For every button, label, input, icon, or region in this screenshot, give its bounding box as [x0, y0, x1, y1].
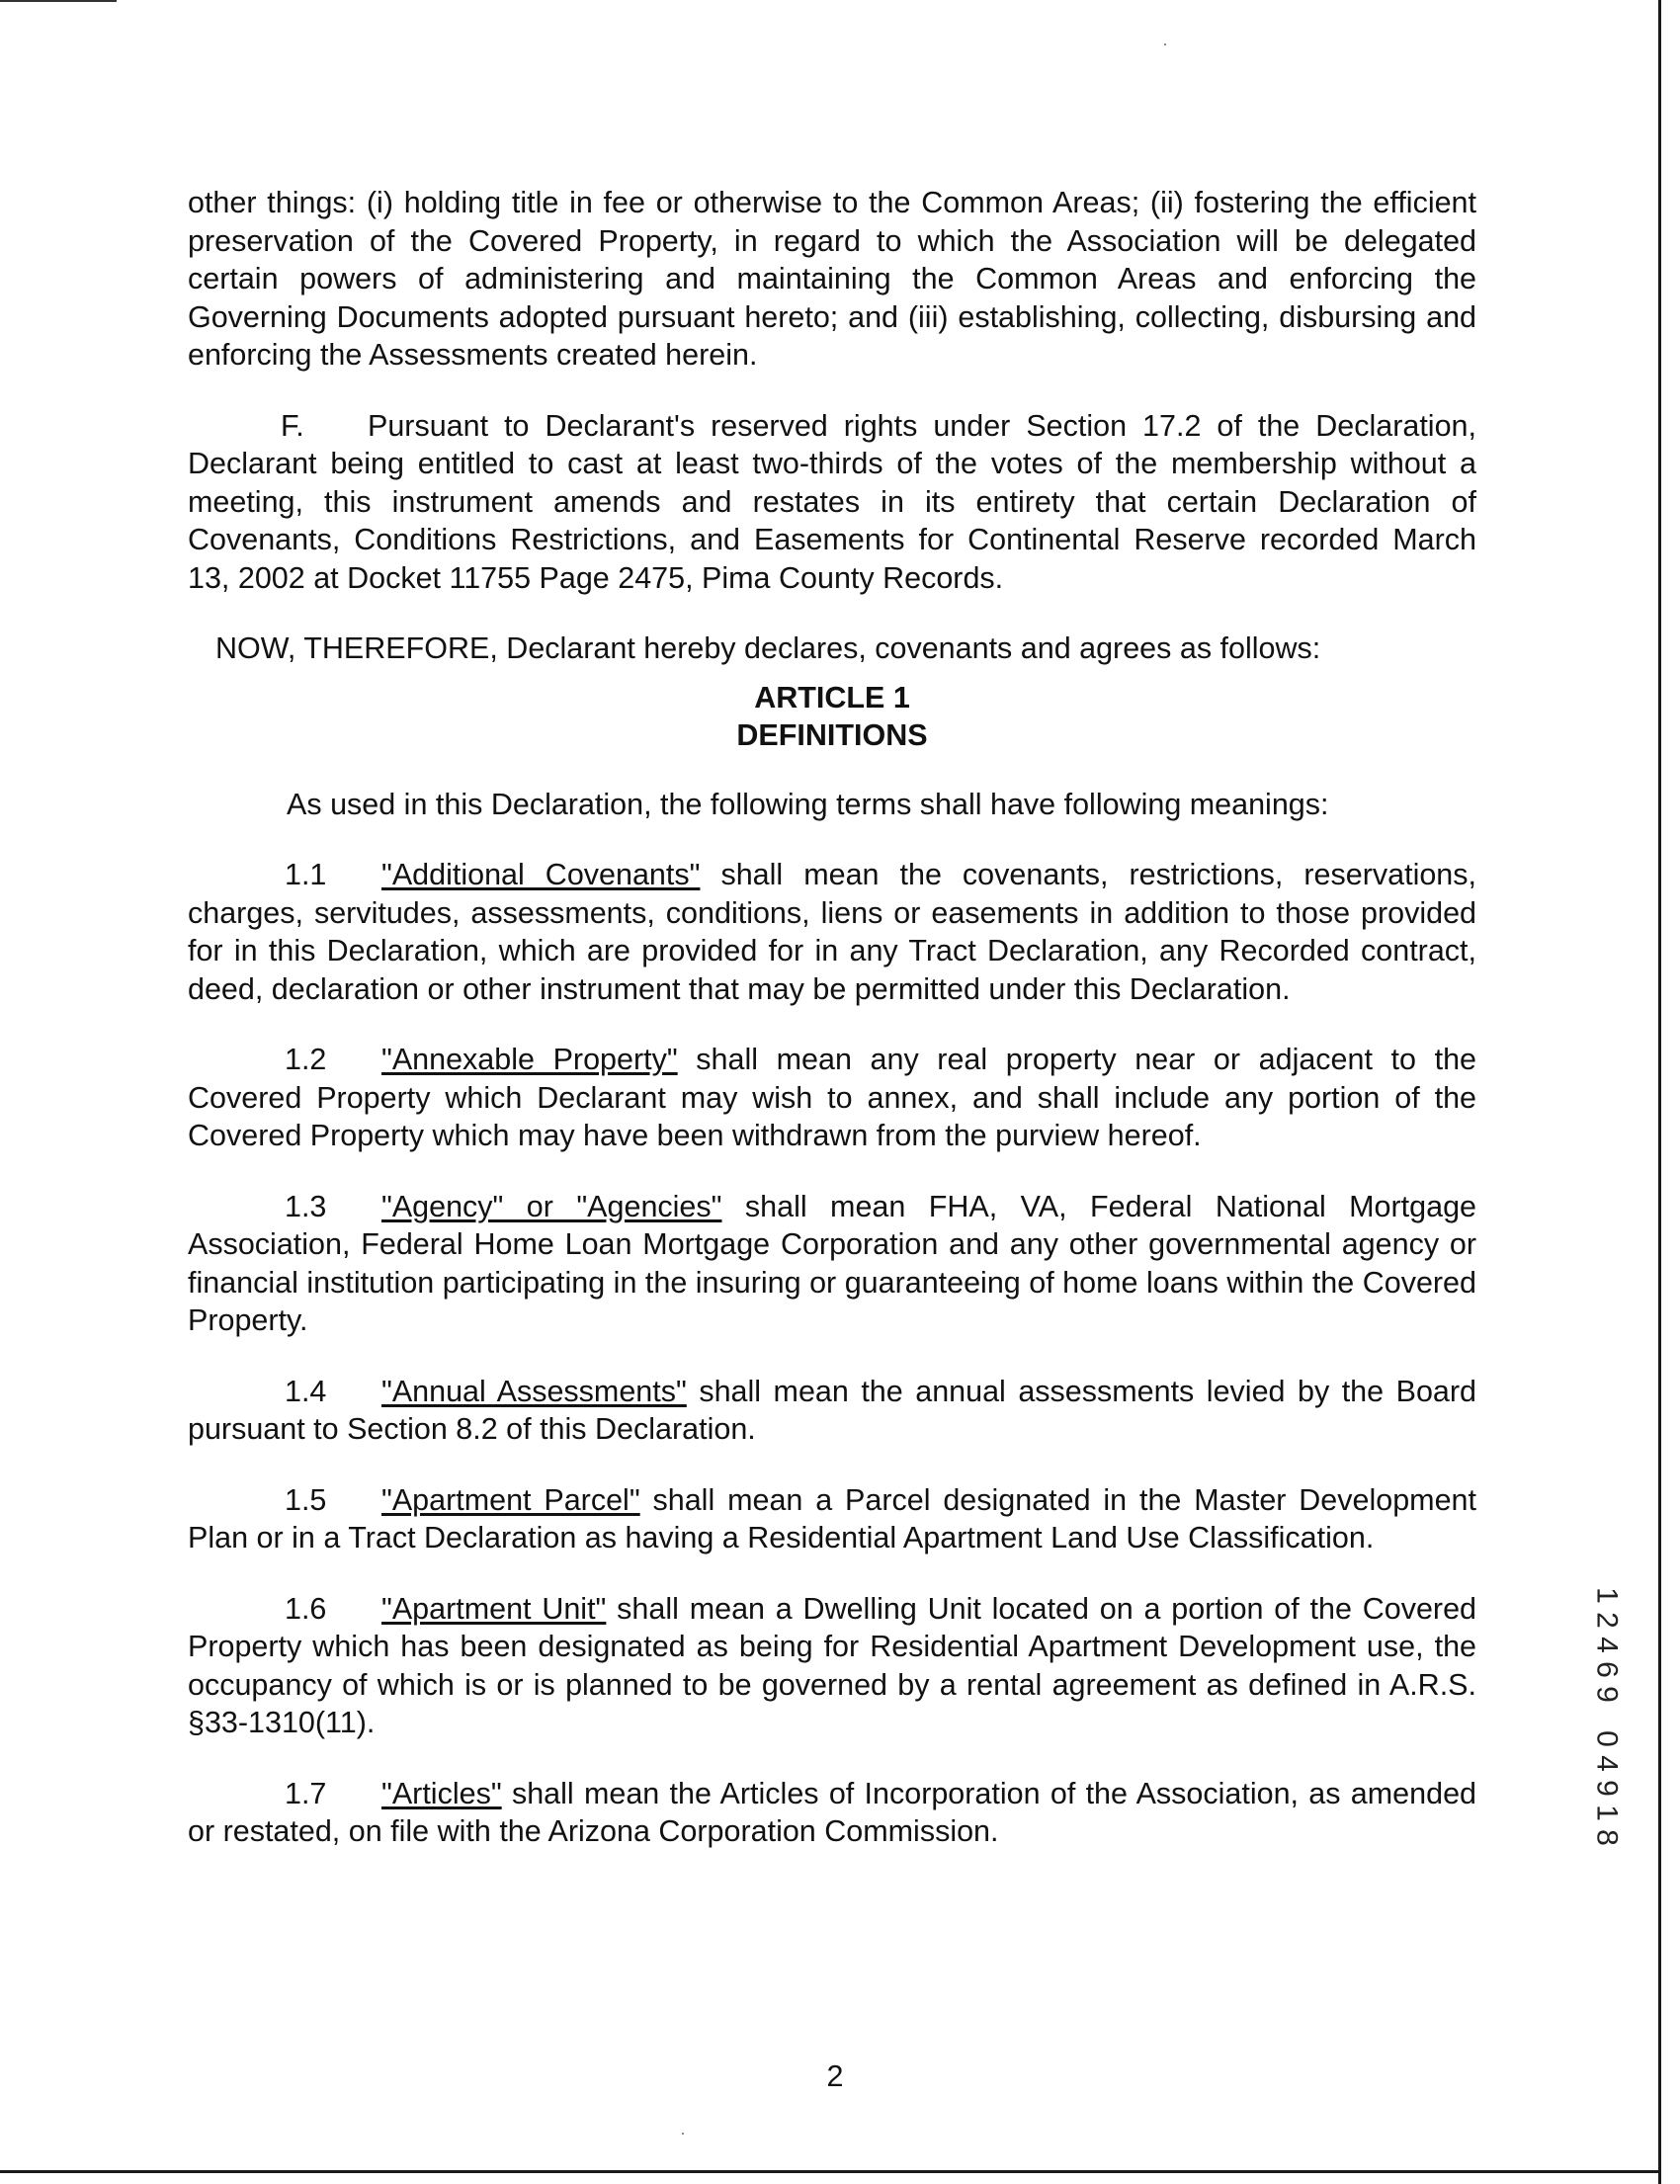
stamp-digit: 4 — [1590, 1637, 1624, 1653]
stamp-digit: 9 — [1590, 1780, 1624, 1797]
article-number-heading: ARTICLE 1 — [754, 680, 910, 714]
stamp-digit: 1 — [1590, 1587, 1624, 1604]
now-therefore-paragraph: NOW, THEREFORE, Declarant hereby declares, covenants and agrees as follows: — [215, 631, 1321, 665]
definition-number: 1.7 — [285, 1776, 327, 1810]
definition-item — [188, 1373, 1476, 1449]
page-number: 2 — [826, 2059, 844, 2093]
article-title-heading: DEFINITIONS — [736, 717, 928, 752]
definition-number: 1.6 — [285, 1591, 327, 1626]
scan-edge-right — [1658, 0, 1661, 2184]
definition-text: shall mean a Parcel designated in the Master Development Plan or in a Tract Declaration as having a Residential Apartment Land Use Classification. — [188, 1482, 1476, 1554]
definition-term: "Apartment Unit" — [381, 1591, 607, 1626]
scan-edge-bottom — [0, 2170, 1660, 2173]
stamp-digit: 1 — [1590, 1805, 1624, 1821]
definition-term: "Additional Covenants" — [381, 858, 701, 891]
definition-term: "Annexable Property" — [381, 1043, 678, 1076]
scan-corner-mark — [0, 0, 117, 2]
definition-text: shall mean the annual assessments levied by the Board pursuant to Section 8.2 of this Declaration. — [188, 1374, 1476, 1446]
definition-text: shall mean the Articles of Incorporation of the Association, as amended or restated, on file with the Arizona Corporation Commission. — [188, 1776, 1476, 1848]
definition-number: 1.5 — [285, 1482, 327, 1517]
definition-item — [188, 1041, 1476, 1155]
definition-text: shall mean the covenants, restrictions, reservations, charges, servitudes, assessments, conditions, liens or easements in addition to those provided for in this Declaration, which are provided for in any Tract Declaration, any Recorded contract, deed, declaration or other instrument that may be permitted under this Declaration. — [188, 858, 1476, 1006]
definition-number: 1.2 — [285, 1043, 327, 1076]
definition-text: shall mean FHA, VA, Federal National Mortgage Association, Federal Home Loan Mortgage Corporation and any other governmental agency or financial institution participating in the insuring or guaranteeing of home loans within the Covered Property. — [188, 1189, 1476, 1337]
recital-f-text: Pursuant to Declarant's reserved rights under Section 17.2 of the Declaration, Declarant being entitled to cast at least two-thirds of the votes of the membership without a meeting, this instrument amends and restates in its entirety that certain Declaration of Covenants, Conditions Restrictions, and Easements for Continental Reserve recorded March 13, 2002 at Docket 11755 Page 2475, Pima County Records. — [188, 408, 1476, 595]
stamp-digit: 0 — [1590, 1730, 1624, 1747]
definition-item — [188, 1590, 1476, 1742]
definition-item — [188, 1188, 1476, 1340]
definition-text: shall mean any real property near or adjacent to the Covered Property which Declarant may wish to annex, and shall include any portion of the Covered Property which may have been withdrawn from the purview hereof. — [188, 1043, 1477, 1152]
definition-term: "Apartment Parcel" — [381, 1482, 640, 1517]
definition-number: 1.1 — [285, 858, 327, 891]
definition-term: "Agency" or "Agencies" — [381, 1189, 722, 1223]
recording-number-stamp — [1587, 1583, 1627, 1850]
scan-speck — [682, 2133, 684, 2135]
recital-f-label: F. — [281, 408, 304, 443]
stamp-digit: 8 — [1590, 1829, 1624, 1846]
intro-continued-paragraph: other things: (i) holding title in fee or otherwise to the Common Areas; (ii) fostering the efficient preservation of the Covered Property, in regard to which the Association will be delegated certain powers of administering and maintaining the Common Areas and enforcing the Governing Documents adopted pursuant hereto; and (iii) establishing, collecting, disbursing and enforcing the Assessments created herein. — [188, 186, 1476, 372]
definition-number: 1.4 — [285, 1374, 327, 1408]
stamp-digit: 9 — [1590, 1686, 1624, 1703]
scan-speck — [1164, 43, 1166, 45]
stamp-digit: 2 — [1590, 1612, 1624, 1629]
recital-f-paragraph — [188, 407, 1476, 598]
definition-text: shall mean a Dwelling Unit located on a portion of the Covered Property which has been designated as being for Residential Apartment Development use, the occupancy of which is or is planned to be governed by a rental agreement as defined in A.R.S. §33-1310(11). — [188, 1591, 1476, 1739]
definition-item — [188, 1481, 1476, 1557]
definition-term: "Annual Assessments" — [381, 1374, 687, 1408]
definition-number: 1.3 — [285, 1189, 327, 1223]
document-body — [188, 184, 1476, 1851]
stamp-digit: 6 — [1590, 1661, 1624, 1678]
definitions-intro-paragraph: As used in this Declaration, the following terms shall have following meanings: — [287, 787, 1329, 821]
definition-item — [188, 1775, 1476, 1851]
definition-item — [188, 856, 1476, 1008]
definition-term: "Articles" — [381, 1776, 502, 1810]
stamp-digit: 4 — [1590, 1755, 1624, 1772]
